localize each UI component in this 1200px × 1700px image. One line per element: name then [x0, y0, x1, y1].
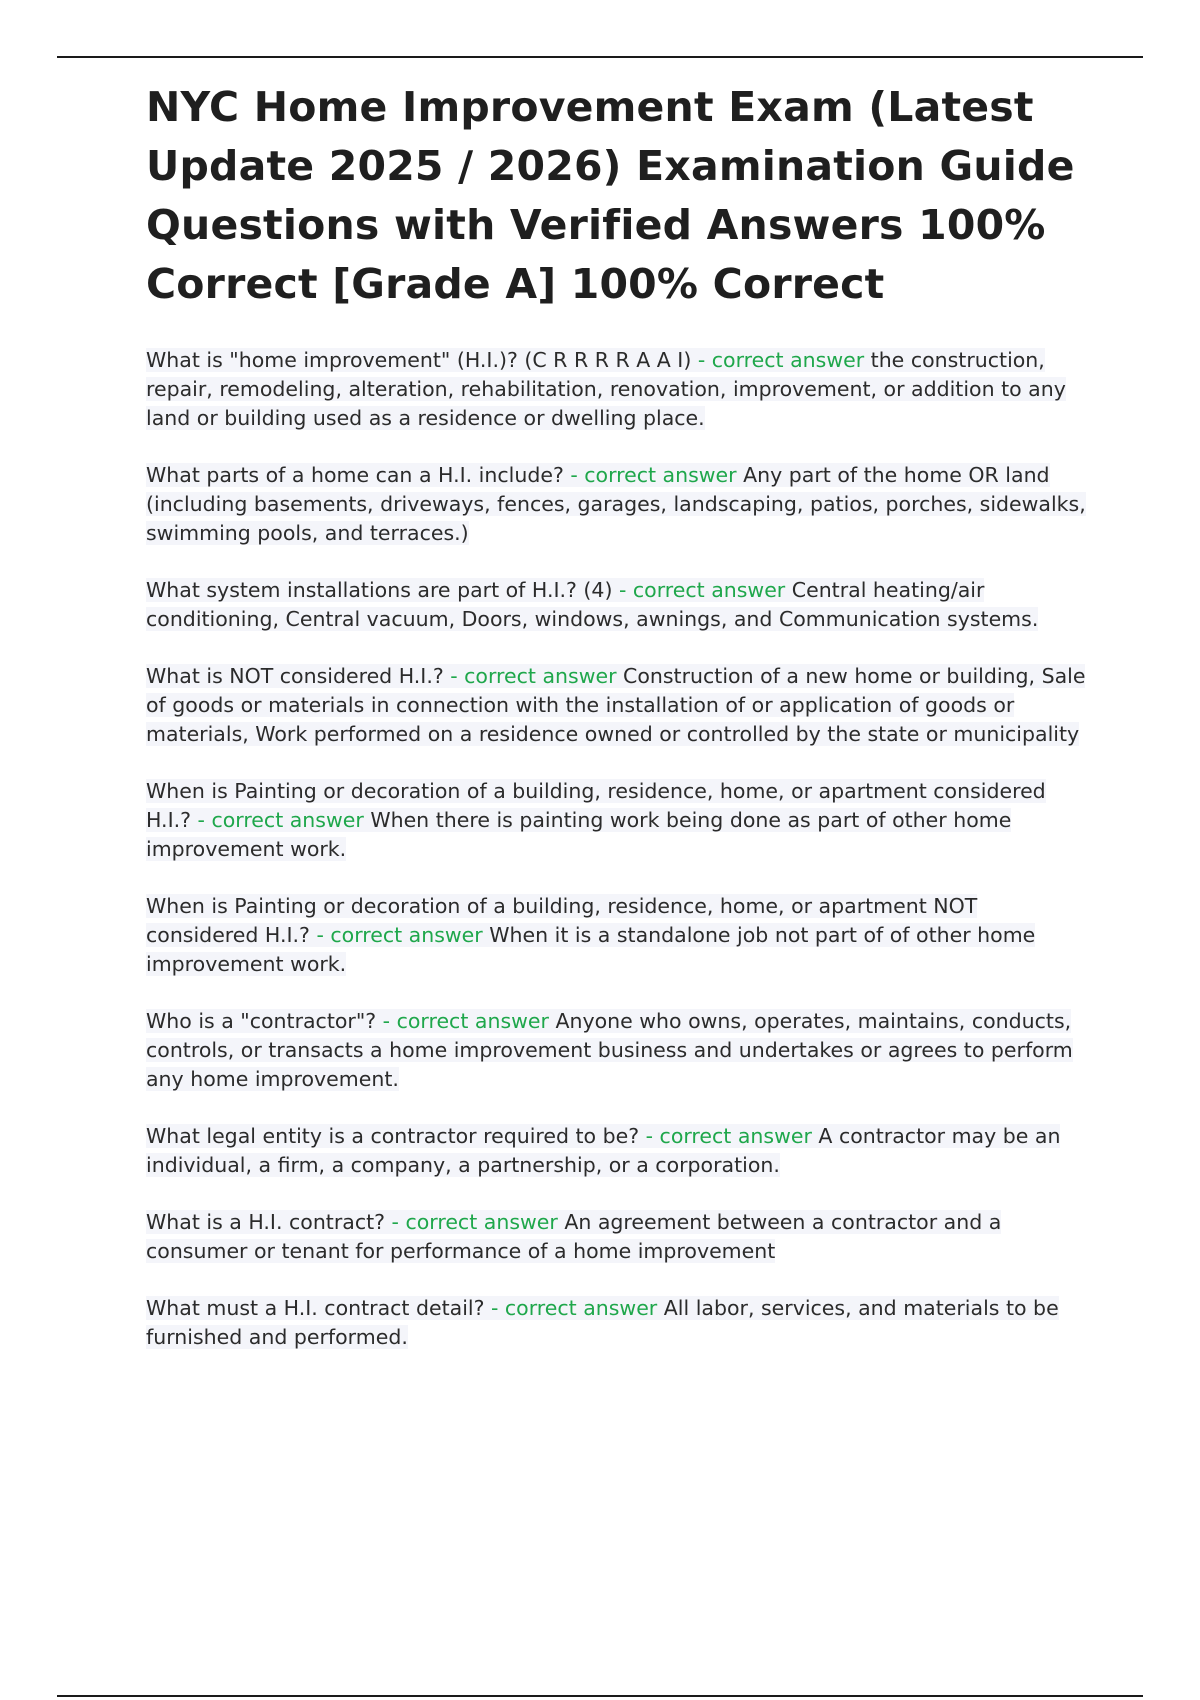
answer-text: A contractor may be an individual, a firm, a company, a partnership, or a corporation.: [146, 1124, 1061, 1177]
qa-item: [146, 1208, 1086, 1266]
answer-text: When there is painting work being done as part of other home improvement work.: [146, 808, 1012, 861]
document-title: NYC Home Improvement Exam (Latest Update 2025 / 2026) Examination Guide Questions with Verified Answers 100% Correct [Grade A] 100% Correct: [146, 83, 1075, 308]
correct-answer-label: - correct answer: [385, 1210, 565, 1234]
qa-item: [146, 1122, 1086, 1180]
correct-answer-label: - correct answer: [191, 808, 371, 832]
qa-item: [146, 892, 1086, 979]
document-body: [146, 78, 1086, 1380]
question-text: What must a H.I. contract detail?: [146, 1296, 485, 1320]
correct-answer-label: - correct answer: [309, 923, 490, 947]
question-text: What is a H.I. contract?: [146, 1210, 386, 1234]
top-rule: [57, 56, 1143, 58]
correct-answer-label: - correct answer: [639, 1124, 819, 1148]
question-text: What system installations are part of H.I.? (4): [146, 578, 613, 602]
question-text: What is "home improvement" (H.I.)? (C R R R R A A I): [146, 348, 692, 372]
question-text: What parts of a home can a H.I. include?: [146, 463, 564, 487]
answer-text: All labor, services, and materials to be furnished and performed.: [146, 1296, 1059, 1349]
qa-item: [146, 662, 1086, 749]
qa-item: [146, 576, 1086, 634]
answer-text: Anyone who owns, operates, maintains, conducts, controls, or transacts a home improvement business and undertakes or agrees to perform any home improvement.: [146, 1009, 1073, 1091]
answer-text: Construction of a new home or building, Sale of goods or materials in connection with the installation of or application of goods or materials, Work performed on a residence owned or controlled by the state or municipality: [146, 664, 1086, 746]
question-text: Who is a "contractor"?: [146, 1009, 377, 1033]
question-text: When is Painting or decoration of a building, residence, home, or apartment NOT considered H.I.?: [146, 894, 978, 947]
answer-text: An agreement between a contractor and a consumer or tenant for performance of a home improvement: [146, 1210, 1002, 1263]
qa-item: [146, 461, 1086, 548]
question-text: When is Painting or decoration of a building, residence, home, or apartment considered H.I.?: [146, 779, 1046, 832]
answer-text: When it is a standalone job not part of of other home improvement work.: [146, 923, 1036, 976]
correct-answer-label: - correct answer: [691, 348, 871, 372]
answer-text: Central heating/air conditioning, Central vacuum, Doors, windows, awnings, and Communication systems.: [146, 578, 1039, 631]
qa-item: [146, 1294, 1086, 1352]
bottom-rule: [57, 1695, 1143, 1697]
qa-item: [146, 346, 1086, 433]
qa-item: [146, 1007, 1086, 1094]
answer-text: Any part of the home OR land (including basements, driveways, fences, garages, landscaping, patios, porches, sidewalks, swimming pools, and terraces.): [146, 463, 1086, 545]
question-text: What is NOT considered H.I.?: [146, 664, 444, 688]
correct-answer-label: - correct answer: [376, 1009, 556, 1033]
answer-text: the construction, repair, remodeling, alteration, rehabilitation, renovation, improvement, or addition to any land or building used as a residence or dwelling place.: [146, 348, 1066, 430]
correct-answer-label: - correct answer: [484, 1296, 664, 1320]
question-text: What legal entity is a contractor required to be?: [146, 1124, 640, 1148]
correct-answer-label: - correct answer: [612, 578, 792, 602]
correct-answer-label: - correct answer: [443, 664, 624, 688]
qa-item: [146, 777, 1086, 864]
correct-answer-label: - correct answer: [563, 463, 744, 487]
